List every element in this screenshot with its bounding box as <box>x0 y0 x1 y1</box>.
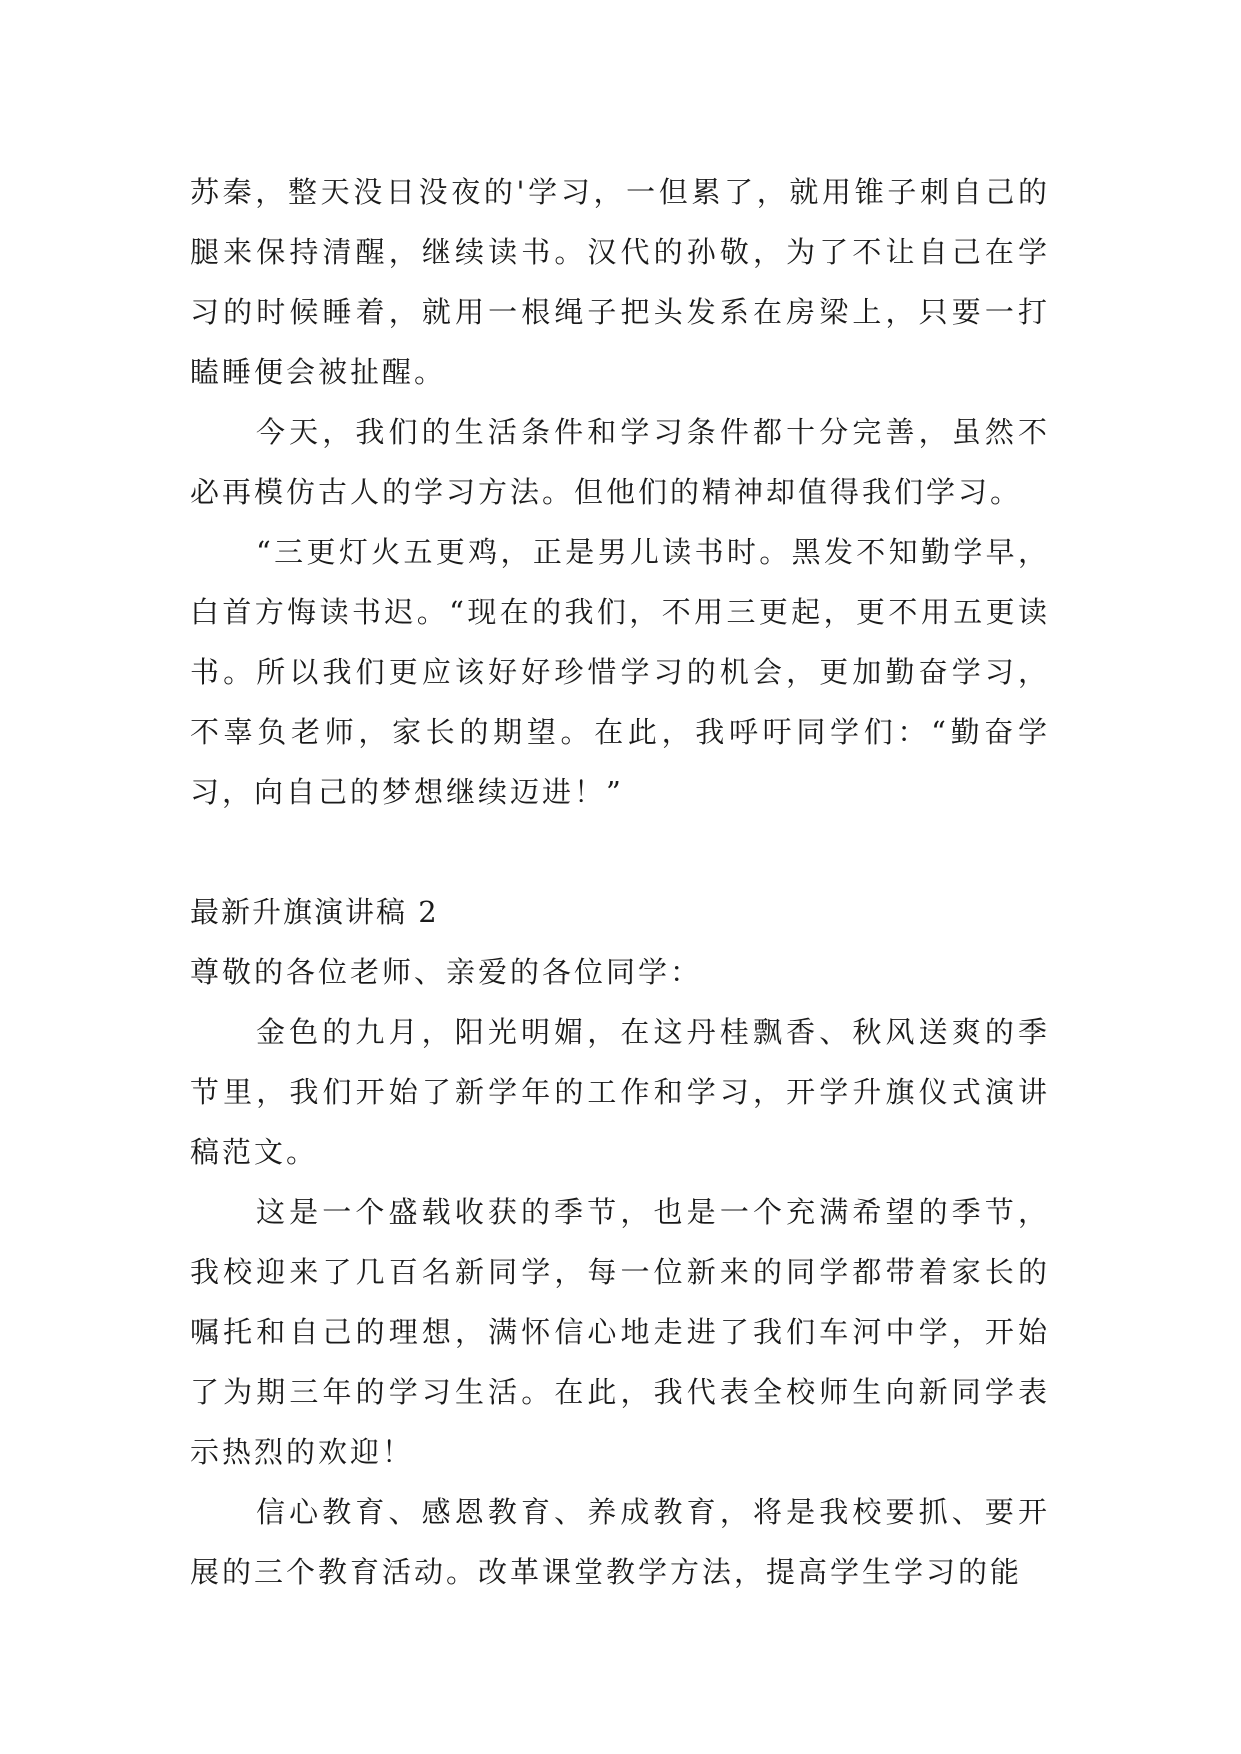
section-heading: 最新升旗演讲稿 2 <box>190 895 439 929</box>
document-body <box>190 162 1050 1602</box>
section-spacer <box>190 822 1050 882</box>
paragraph-welcome: 这是一个盛载收获的季节，也是一个充满希望的季节，我校迎来了几百名新同学，每一位新来的同学都带着家长的嘱托和自己的理想，满怀信心地走进了我们车河中学，开始了为期三年的学习生活。在此，我代表全校师生向新同学表示热烈的欢迎！ <box>190 1195 1050 1469</box>
paragraph-su-qin: 苏秦，整天没日没夜的'学习，一但累了，就用锥子刺自己的腿来保持清醒，继续读书。汉代的孙敬，为了不让自己在学习的时候睡着，就用一根绳子把头发系在房梁上，只要一打瞌睡便会被扯醒。 <box>190 175 1050 389</box>
salutation: 尊敬的各位老师、亲爱的各位同学： <box>190 955 703 989</box>
paragraph-september: 金色的九月，阳光明媚，在这丹桂飘香、秋风送爽的季节里，我们开始了新学年的工作和学习，开学升旗仪式演讲稿范文。 <box>190 1015 1050 1169</box>
paragraph-education: 信心教育、感恩教育、养成教育，将是我校要抓、要开展的三个教育活动。改革课堂教学方法，提高学生学习的能 <box>190 1495 1050 1589</box>
paragraph-today: 今天，我们的生活条件和学习条件都十分完善，虽然不必再模仿古人的学习方法。但他们的精神却值得我们学习。 <box>190 415 1050 509</box>
paragraph-poem: “三更灯火五更鸡，正是男儿读书时。黑发不知勤学早，白首方悔读书迟。“现在的我们，不用三更起，更不用五更读书。所以我们更应该好好珍惜学习的机会，更加勤奋学习，不辜负老师，家长的期望。在此，我呼吁同学们：“勤奋学习，向自己的梦想继续迈进！” <box>190 535 1050 809</box>
